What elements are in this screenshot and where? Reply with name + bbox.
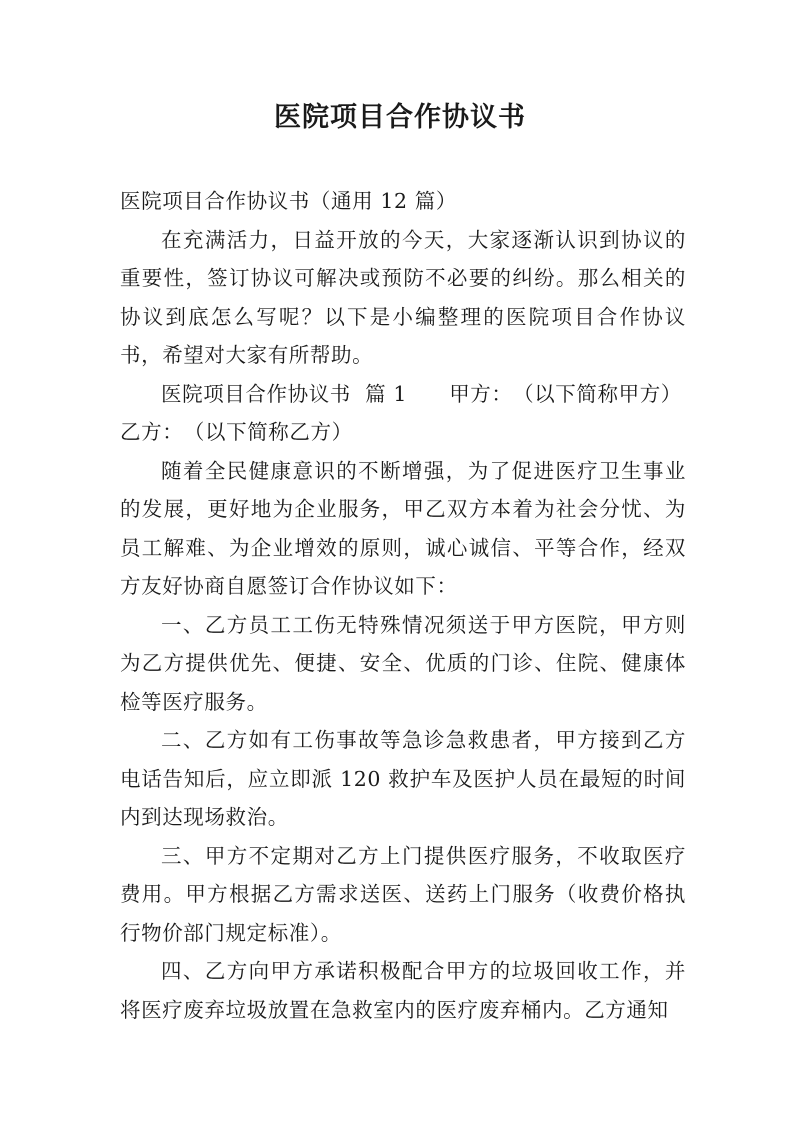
document-title: 医院项目合作协议书 [274,102,526,133]
body-paragraph: 随着全民健康意识的不断增强，为了促进医疗卫生事业的发展，更好地为企业服务，甲乙双方本着为社会分忧、为员工解难、为企业增效的原则，诚心诚信、平等合作，经双方友好协商自愿签订合作协议如下： [120,458,686,598]
section-heading: 医院项目合作协议书 篇 1 甲方： （以下简称甲方） [161,381,682,406]
intro-paragraph: 在充满活力，日益开放的今天，大家逐渐认识到协议的重要性，签订协议可解决或预防不必要的纠纷。那么相关的协议到底怎么写呢？以下是小编整理的医院项目合作协议书，希望对大家有所帮助。 [120,227,686,367]
clause-3-paragraph: 三、甲方不定期对乙方上门提供医疗服务，不收取医疗费用。甲方根据乙方需求送医、送药上门服务（收费价格执行物价部门规定标准）。 [120,843,686,945]
clause-4-paragraph: 四、乙方向甲方承诺积极配合甲方的垃圾回收工作，并将医疗废弃垃圾放置在急救室内的医疗废弃桶内。乙方通知 [120,959,686,1022]
clause-1-paragraph: 一、乙方员工工伤无特殊情况须送于甲方医院，甲方则为乙方提供优先、便捷、安全、优质的门诊、住院、健康体检等医疗服务。 [120,612,686,714]
party-b-line: 乙方： （以下简称乙方） [120,420,353,444]
clause-2-paragraph: 二、乙方如有工伤事故等急诊急救患者，甲方接到乙方电话告知后，应立即派 120 救护车及医护人员在最短的时间内到达现场救治。 [120,728,686,829]
document-subtitle: 医院项目合作协议书（通用 12 篇） [120,189,457,213]
document-body [120,182,686,1029]
